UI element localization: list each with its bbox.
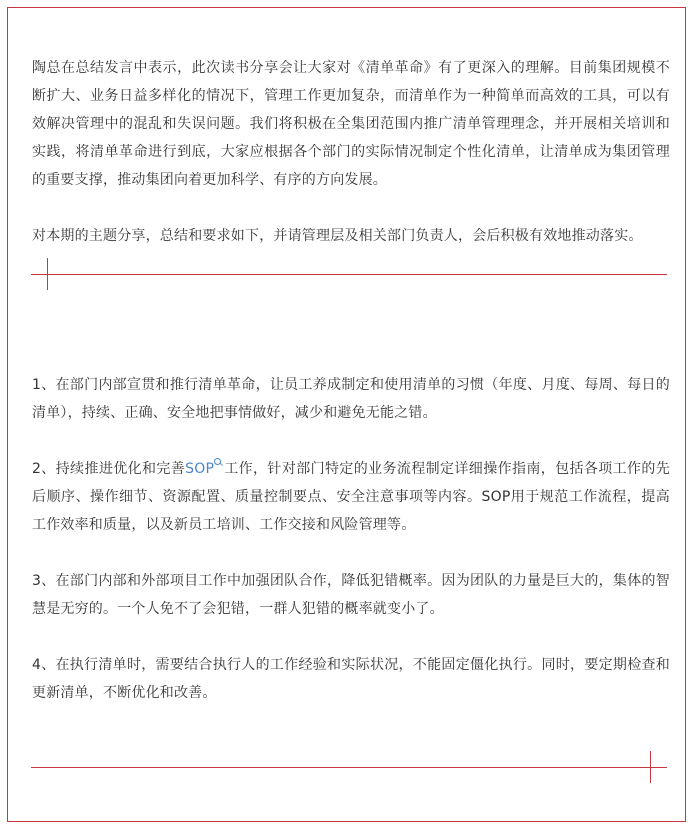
search-icon[interactable]: [214, 458, 222, 466]
divider-tick: [650, 751, 651, 783]
bottom-divider-wrap: [32, 767, 670, 768]
intro-paragraph: 陶总在总结发言中表示，此次读书分享会让大家对《清单革命》有了更深入的理解。目前集团规模不断扩大、业务日益多样化的情况下，管理工作更加复杂，而清单作为一种简单而高效的工具，可以有效解决管理中的混乱和失误问题。我们将积极在全集团范围内推广清单管理理念，并开展相关培训和实践，将清单革命进行到底，大家应根据各个部门的实际情况制定个性化清单，让清单成为集团管理的重要支撑，推动集团向着更加科学、有序的方向发展。: [32, 60, 670, 188]
article-body: [32, 54, 670, 707]
list-item-1: 1、在部门内部宣贯和推行清单革命，让员工养成制定和使用清单的习惯（年度、月度、每周、每日的清单），持续、正确、安全地把事情做好，减少和避免无能之错。: [32, 377, 670, 421]
list-item-2-prefix: 2、持续推进优化和完善: [32, 461, 186, 477]
list-item-3: 3、在部门内部和外部项目工作中加强团队合作，降低犯错概率。因为团队的力量是巨大的，集体的智慧是无穷的。一个人免不了会犯错，一群人犯错的概率就变小了。: [32, 573, 670, 617]
divider-tick: [47, 258, 48, 290]
intro-summary-paragraph: 对本期的主题分享，总结和要求如下，并请管理层及相关部门负责人，会后积极有效地推动落实。: [32, 228, 643, 244]
list-item-2: [32, 455, 670, 539]
list-item-4: 4、在执行清单时，需要结合执行人的工作经验和实际状况，不能固定僵化执行。同时，要定期检查和更新清单，不断优化和改善。: [32, 657, 670, 701]
section-divider-bottom: [31, 767, 667, 768]
list-item-2-suffix: 工作，针对部门特定的业务流程制定详细操作指南，包括各项工作的先后顺序、操作细节、资源配置、质量控制要点、安全注意事项等内容。SOP用于规范工作流程，提高工作效率和质量，以及新员工培训、工作交接和风险管理等。: [32, 461, 671, 533]
sop-search-link[interactable]: SOP: [185, 461, 215, 477]
section-divider-top: [31, 274, 667, 275]
